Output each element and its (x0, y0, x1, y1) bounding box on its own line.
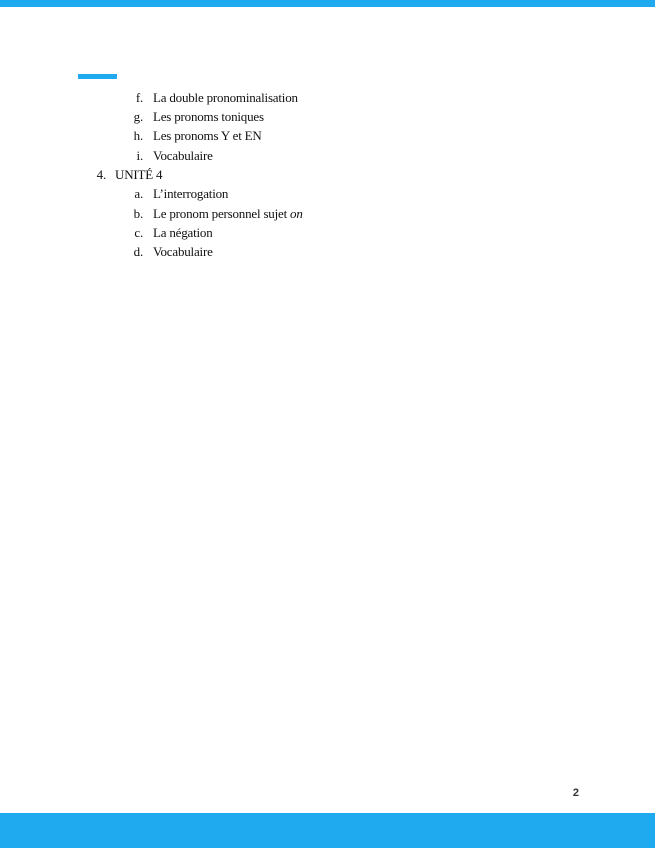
toc-item-label-text: Le pronom personnel sujet (153, 206, 291, 221)
toc-item-marker: g. (133, 109, 143, 124)
toc-item-marker: 4. (96, 167, 106, 182)
toc-item-label: UNITÉ 4 (115, 167, 163, 182)
page-number: 2 (572, 787, 579, 799)
toc-item-marker: d. (133, 244, 143, 259)
toc-item-label: Les pronoms toniques (153, 109, 264, 124)
toc-item-label: L’interrogation (153, 186, 229, 201)
toc-item-marker: f. (135, 90, 143, 105)
toc-item-label-emphasis: on (290, 206, 303, 221)
toc-item-label: Vocabulaire (153, 244, 213, 259)
bottom-banner (0, 813, 655, 848)
toc-item-label: La double pronominalisation (153, 90, 298, 105)
section-accent-bar (78, 74, 117, 79)
toc-item-marker: c. (134, 225, 143, 240)
toc-item-marker: h. (133, 128, 143, 143)
top-banner (0, 0, 655, 7)
toc-item-marker: i. (136, 148, 143, 163)
toc-item-label: Vocabulaire (153, 148, 213, 163)
toc-item-marker: a. (134, 186, 143, 201)
toc-item-label: Les pronoms Y et EN (153, 128, 262, 143)
toc-item-marker: b. (133, 206, 143, 221)
toc-item-label: La négation (153, 225, 213, 240)
toc-item-label (153, 204, 303, 223)
